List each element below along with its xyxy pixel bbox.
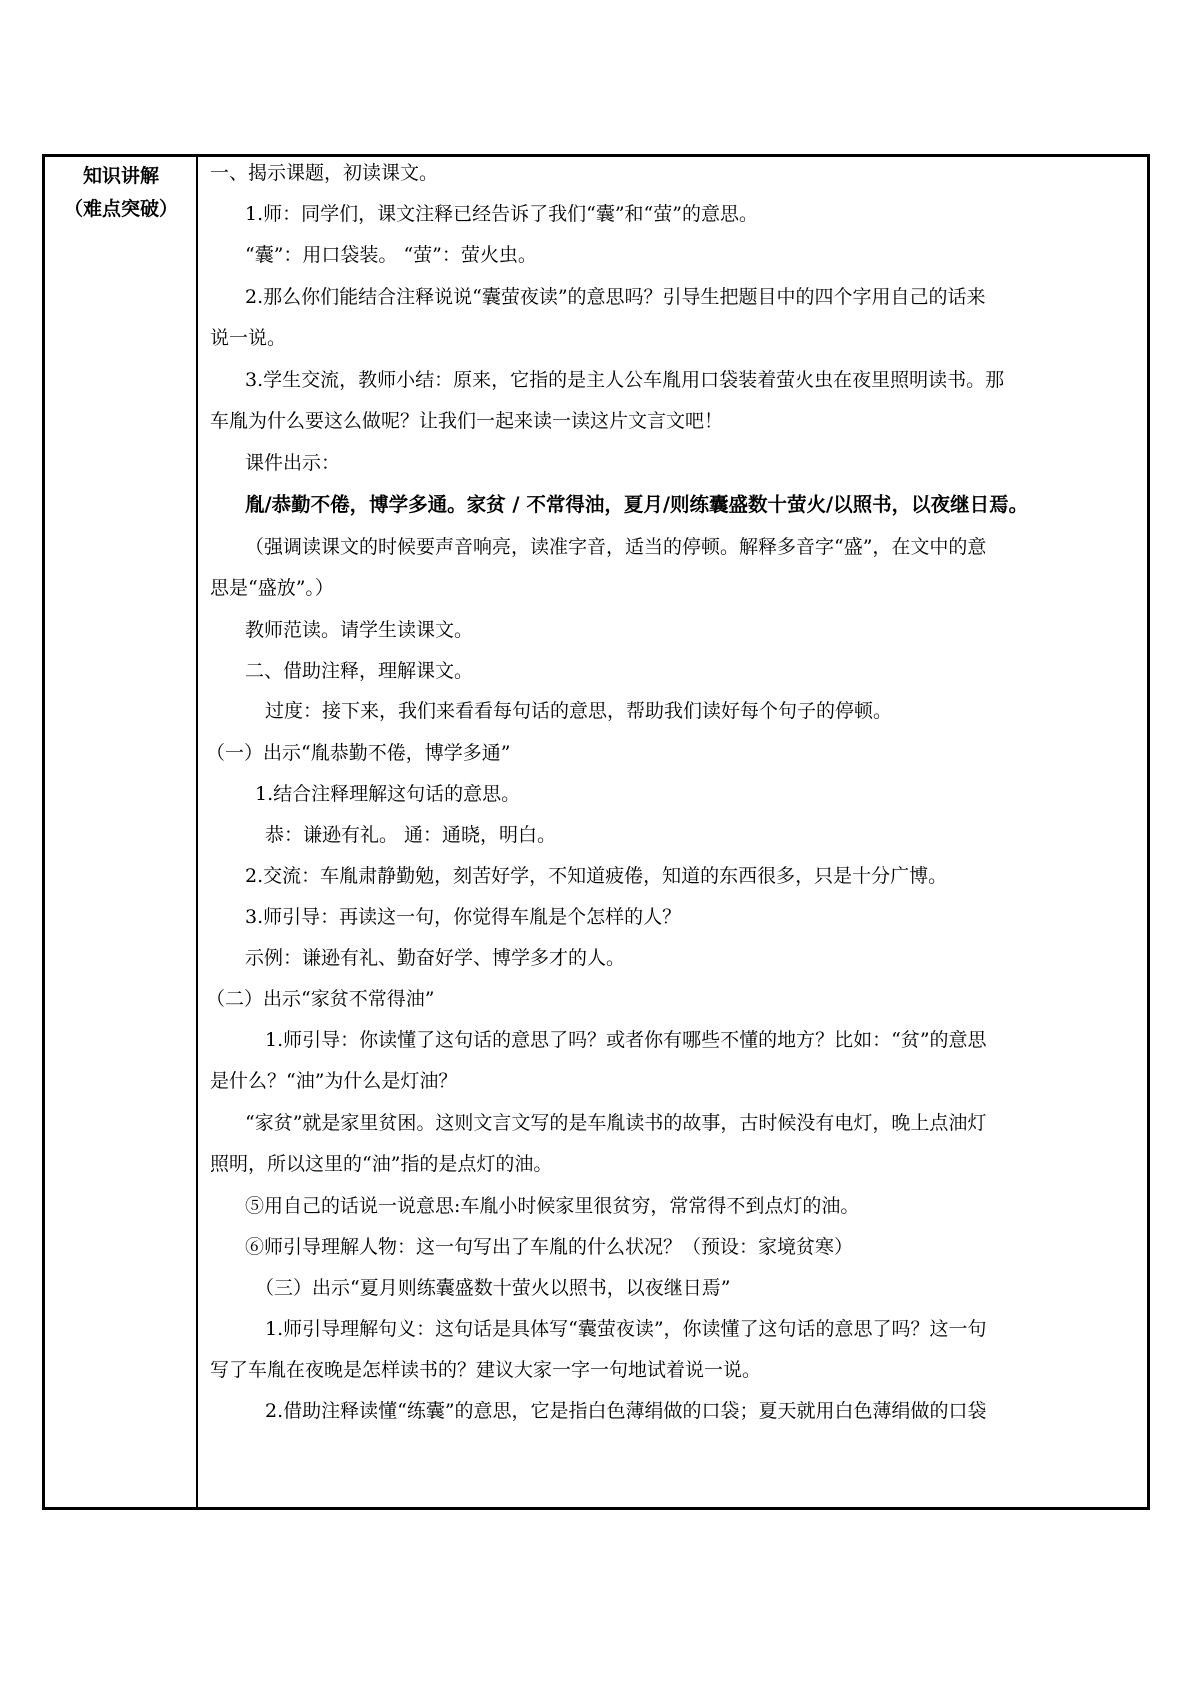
text-line: 二、借助注释，理解课文。: [245, 660, 474, 682]
text-line: 1.结合注释理解这句话的意思。: [255, 783, 521, 805]
text-line: （二）出示“家贫不常得油”: [206, 988, 435, 1010]
text-line: （一）出示“胤恭勤不倦，博学多通”: [206, 742, 511, 764]
text-line: 过度：接下来，我们来看看每句话的意思，帮助我们读好每个句子的停顿。: [265, 700, 893, 722]
text-line: 1.师：同学们，课文注释已经告诉了我们“囊”和“萤”的意思。: [245, 203, 758, 225]
section-label-cell: [48, 160, 194, 226]
text-line: ⑤用自己的话说一说意思:车胤小时候家里很贫穷，常常得不到点灯的油。: [245, 1195, 860, 1217]
column-divider: [196, 154, 198, 1510]
text-line: ⑥师引导理解人物：这一句写出了车胤的什么状况？（预设：家境贫寒）: [245, 1236, 854, 1258]
text-line: “囊”：用口袋装。 “萤”：萤火虫。: [245, 244, 537, 266]
text-line: 是什么？“油”为什么是灯油？: [210, 1070, 458, 1092]
text-line: （强调读课文的时候要声音响亮，读准字音，适当的停顿。解释多音字“盛”，在文中的意: [245, 536, 987, 558]
text-line: 1.师引导：你读懂了这句话的意思了吗？或者你有哪些不懂的地方？比如：“贫”的意思: [265, 1029, 987, 1051]
text-line: 3.师引导：再读这一句，你觉得车胤是个怎样的人？: [245, 906, 682, 928]
text-line: 1.师引导理解句义：这句话是具体写“囊萤夜读”，你读懂了这句话的意思了吗？这一句: [265, 1318, 987, 1340]
text-line: 思是“盛放”。）: [210, 577, 334, 599]
text-line: 2.借助注释读懂“练囊”的意思，它是指白色薄绢做的口袋；夏天就用白色薄绢做的口袋: [265, 1400, 987, 1422]
lesson-table: [42, 154, 1150, 1510]
text-line: 2.交流：车胤肃静勤勉，刻苦好学，不知道疲倦，知道的东西很多，只是十分广博。: [245, 865, 948, 887]
text-line: 一、揭示课题，初读课文。: [210, 162, 439, 184]
text-line: 恭：谦逊有礼。 通：通晓，明白。: [265, 824, 557, 846]
text-line: 教师范读。请学生读课文。: [245, 619, 474, 641]
text-line: 照明，所以这里的“油”指的是点灯的油。: [210, 1153, 553, 1175]
text-line-emphasis: 胤/恭勤不倦，博学多通。家贫 / 不常得油，夏月/则练囊盛数十萤火/以照书，以夜继日焉。: [245, 493, 1029, 516]
section-label-title: 知识讲解: [82, 165, 159, 187]
text-line: 课件出示：: [245, 452, 341, 474]
text-line: 3.学生交流，教师小结：原来，它指的是主人公车胤用口袋装着萤火虫在夜里照明读书。那: [245, 369, 1005, 391]
section-label-subtitle: （难点突破）: [63, 198, 178, 220]
text-line: 2.那么你们能结合注释说说“囊萤夜读”的意思吗？引导生把题目中的四个字用自己的话来: [245, 286, 986, 308]
text-line: （三）出示“夏月则练囊盛数十萤火以照书，以夜继日焉”: [255, 1277, 731, 1299]
text-line: “家贫”就是家里贫困。这则文言文写的是车胤读书的故事，古时候没有电灯，晚上点油灯: [245, 1112, 987, 1134]
text-line: 写了车胤在夜晚是怎样读书的？建议大家一字一句地试着说一说。: [210, 1359, 762, 1381]
text-line: 示例：谦逊有礼、勤奋好学、博学多才的人。: [245, 947, 626, 969]
text-line: 说一说。: [210, 327, 287, 349]
text-line: 车胤为什么要这么做呢？让我们一起来读一读这片文言文吧！: [210, 410, 724, 432]
